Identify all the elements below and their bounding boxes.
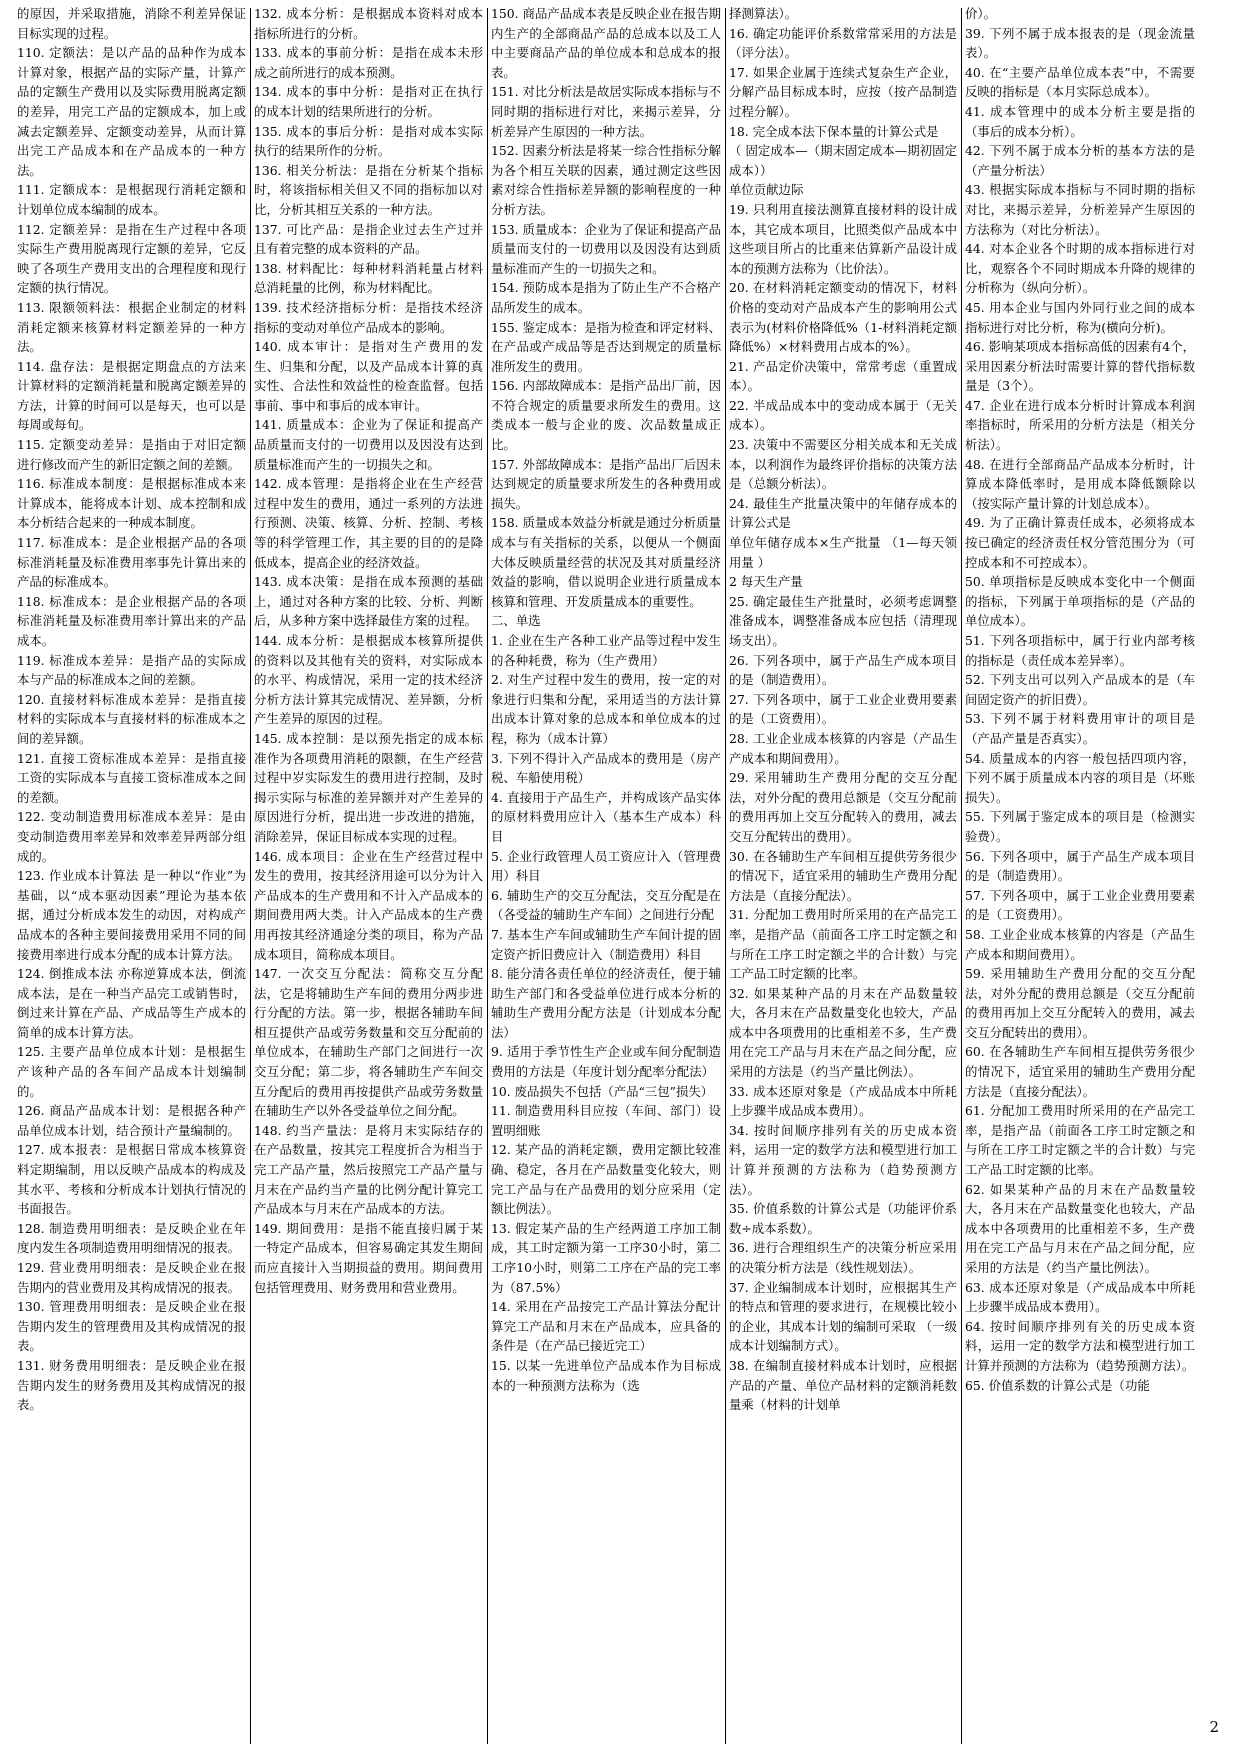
paragraph: 19. 只利用直接法测算直接材料的设计成本，其它成本项目，比照类似产品成本中这些项目所占的比重来估算新产品设计成本的预测方法称为（比价法）。: [729, 201, 957, 276]
paragraph: 128. 制造费用明细表：是反映企业在年度内发生各项制造费用明细情况的报表。: [17, 1220, 246, 1256]
paragraph: 价）。: [965, 6, 996, 21]
column-divider: [487, 8, 488, 1744]
paragraph: 134. 成本的事中分析：是指对正在执行的成本计划的结果所进行的分析。: [254, 84, 483, 119]
paragraph: 12. 某产品的消耗定额，费用定额比较准确、稳定，各月在产品数量变化较大，则完工产品与在产品费用的划分应采用（定额比例法）。: [491, 1142, 721, 1217]
paragraph: 39. 下列不属于成本报表的是（现金流量表）。: [965, 25, 1195, 61]
paragraph: 44. 对本企业各个时期的成本指标进行对比，观察各个不同时期成本升降的规律的分析称为（纵向分析）。: [965, 241, 1195, 296]
paragraph: 113. 限额领料法：根据企业制定的材料消耗定额来核算材料定额差异的一种方法。: [17, 299, 246, 355]
paragraph: 38. 在编制直接材料成本计划时，应根据产品的产量、单位产品材料的定额消耗数量乘（材料的计划单: [729, 1357, 957, 1413]
paragraph: 142. 成本管理：是指将企业在生产经营过程中发生的费用，通过一系列的方法进行预测、决策、核算、分析、控制、考核等的科学管理工作，其主要的目的的是降低成本，提高企业的经济效益。: [254, 476, 483, 570]
paragraph: 129. 营业费用明细表：是反映企业在报告期内的营业费用及其构成情况的报表。: [17, 1260, 246, 1295]
paragraph: 20. 在材料消耗定额变动的情况下，材料价格的变动对产品成本产生的影响用公式表示为(材料价格降低%（1-材料消耗定额降低%）×材料费用占成本的%）。: [729, 280, 957, 355]
paragraph: 149. 期间费用：是指不能直接归属于某一特定产品成本，但容易确定其发生期间而应直接计入当期损益的费用。期间费用包括管理费用、财务费用和营业费用。: [254, 1220, 483, 1295]
paragraph: 18. 完全成本法下保本量的计算公式是: [729, 123, 939, 139]
paragraph: 63. 成本还原对象是（产成品成本中所耗上步骤半成品成本费用）。: [965, 1279, 1195, 1315]
paragraph: 14. 采用在产品按完工产品计算法分配计算完工产品和月末在产品成本，应具备的条件是（在产品已接近完工）: [491, 1299, 721, 1354]
paragraph: 11. 制造费用科目应按（车间、部门）设置明细账: [491, 1103, 721, 1138]
paragraph: 153. 质量成本：企业为了保证和提高产品质量而支付的一切费用以及因没有达到质量标准而产生的一切损失之和。: [491, 221, 721, 276]
paragraph: 29. 采用辅助生产费用分配的交互分配法，对外分配的费用总额是（交互分配前的费用再加上交互分配转入的费用，减去交互分配转出的费用）。: [729, 770, 957, 844]
paragraph: 48. 在进行全部商品产品成本分析时，计算成本降低率时，是用成本降低额除以（按实际产量计算的计划总成本）。: [965, 456, 1195, 511]
text-column-4: [729, 4, 957, 1744]
paragraph: 31. 分配加工费用时所采用的在产品完工率，是指产品（前面各工序工时定额之和与所在工序工时定额之半的合计数）与完工产品工时定额的比率。: [729, 907, 957, 982]
paragraph: 144. 成本分析：是根据成本核算所提供的资料以及其他有关的资料，对实际成本的水平、构成情况，采用一定的技术经济分析方法计算其完成情况、差异额，分析产生差异的原因的过程。: [254, 633, 483, 727]
paragraph: 140. 成本审计：是指对生产费用的发生、归集和分配，以及产品成本计算的真实性、合法性和效益性的检查监督。包括事前、事中和事后的成本审计。: [254, 339, 483, 413]
column-divider: [961, 8, 962, 1744]
paragraph: 2 每天生产量: [729, 574, 803, 590]
column-divider: [250, 8, 251, 1744]
paragraph: 138. 材料配比：每种材料消耗量占材料总消耗量的比例，称为材料配比。: [254, 260, 483, 296]
paragraph: 157. 外部故障成本：是指产品出厂后因未达到规定的质量要求所发生的各种费用或损失。: [491, 456, 721, 511]
paragraph: 147. 一次交互分配法：简称交互分配法，它是将辅助生产车间的费用分两步进行分配的方法。第一步，根据各辅助车间相互提供产品或劳务数量和交互分配前的单位成本，在辅助生产部门之间进行一次交互分配；第二步，将各辅助生产车间交互分配后的费用再按提供产品或劳务数量在辅助生产以外各受益单位之间分配。: [254, 966, 483, 1119]
paragraph: 24. 最佳生产批量决策中的年储存成本的计算公式是: [729, 495, 957, 531]
paragraph: 13. 假定某产品的生产经两道工序加工制成，其工时定额为第一工序30小时，第二工序10小时，则第二工序在产品的完工率为（87.5%）: [491, 1220, 721, 1295]
paragraph: 47. 企业在进行成本分析时计算成本利润率指标时，所采用的分析方法是（相关分析法）。: [965, 397, 1195, 453]
paragraph: 40. 在“主要产品单位成本表”中，不需要反映的指标是（本月实际总成本）。: [965, 64, 1195, 100]
paragraph: 119. 标准成本差异：是指产品的实际成本与产品的标准成本之间的差额。: [17, 652, 246, 688]
paragraph: 45. 用本企业与国内外同行业之间的成本指标进行对比分析，称为(横向分析)。: [965, 299, 1195, 335]
paragraph: 42. 下列不属于成本分析的基本方法的是（产量分析法）: [965, 143, 1195, 178]
paragraph: 单位年储存成本×生产批量 （1—每天领用量 ）: [729, 535, 957, 570]
paragraph: 61. 分配加工费用时所采用的在产品完工率，是指产品（前面各工序工时定额之和与所在工序工时定额之半的合计数）与完工产品工时定额的比率。: [965, 1103, 1195, 1178]
paragraph: 51. 下列各项指标中，属于行业内部考核的指标是（责任成本差异率）。: [965, 633, 1195, 668]
paragraph: 25. 确定最佳生产批量时，必须考虑调整准备成本，调整准备成本应包括（清理现场支出）。: [729, 593, 957, 648]
paragraph: 择测算法）。: [729, 6, 798, 21]
text-column-1: [17, 4, 246, 1744]
paragraph: 135. 成本的事后分析：是指对成本实际执行的结果所作的分析。: [254, 123, 483, 159]
paragraph: 156. 内部故障成本：是指产品出厂前，因不符合规定的质量要求所发生的费用。这类成本一般与企业的废、次品数量成正比。: [491, 378, 721, 453]
paragraph: 127. 成本报表：是根据日常成本核算资料定期编制，用以反映产品成本的构成及其水平、考核和分析成本计划执行情况的书面报告。: [17, 1142, 246, 1217]
paragraph: 41. 成本管理中的成本分析主要是指的（事后的成本分析）。: [965, 103, 1195, 139]
paragraph: 141. 质量成本：企业为了保证和提高产品质量而支付的一切费用以及因没有达到质量标准而产生的一切损失之和。: [254, 417, 483, 472]
paragraph: 126. 商品产品成本计划：是根据各种产品单位成本计划，结合预计产量编制的。: [17, 1103, 246, 1138]
paragraph: 53. 下列不属于材料费用审计的项目是（产品产量是否真实）。: [965, 711, 1195, 746]
paragraph: 34. 按时间顺序排列有关的历史成本资料，运用一定的数学方法和模型进行加工计算并预测的方法称为（趋势预测方法）。: [729, 1122, 957, 1197]
text-column-3: [491, 4, 721, 1744]
paragraph: 110. 定额法：是以产品的品种作为成本计算对象，根据产品的实际产量，计算产品的定额生产费用以及实际费用脱离定额的差异，用完工产品的定额成本，加上或减去定额差异、定额变动差异，从而计算出完工产品成本和在产品成本的一种方法。: [17, 45, 246, 178]
text-column-5: [965, 4, 1195, 1744]
paragraph: 54. 质量成本的内容一般包括四项内容，下列不属于质量成本内容的项目是（坏账损失）。: [965, 750, 1195, 805]
paragraph: 2. 对生产过程中发生的费用，按一定的对象进行归集和分配，采用适当的方法计算出成本计算对象的总成本和单位成本的过程，称为（成本计算）: [491, 672, 721, 746]
paragraph: 111. 定额成本：是根据现行消耗定额和计划单位成本编制的成本。: [17, 182, 246, 217]
paragraph: 56. 下列各项中，属于产品生产成本项目的是（制造费用）。: [965, 848, 1195, 884]
paragraph: 的原因，并采取措施，消除不利差异保证目标实现的过程。: [17, 6, 246, 41]
document-page: [17, 4, 1229, 1744]
paragraph: （ 固定成本—（期末固定成本—期初固定成本））: [729, 143, 957, 178]
paragraph: 28. 工业企业成本核算的内容是（产品生产成本和期间费用）。: [729, 730, 957, 766]
paragraph: 26. 下列各项中，属于产品生产成本项目的是（制造费用）。: [729, 652, 957, 688]
paragraph: 59. 采用辅助生产费用分配的交互分配法，对外分配的费用总额是（交互分配前的费用再加上交互分配转入的费用，减去交互分配转出的费用）。: [965, 966, 1195, 1040]
paragraph: 5. 企业行政管理人员工资应计入（管理费用）科目: [491, 848, 721, 884]
paragraph: 123. 作业成本计算法 是一种以“作业”为基础，以“成本驱动因素”理论为基本依据，通过分析成本发生的动因，对构成产品成本的各种主要间接费用采用不同的间接费用率进行成本分配的成本计算方法。: [17, 868, 246, 962]
paragraph: 64. 按时间顺序排列有关的历史成本资料，运用一定的数学方法和模型进行加工计算并预测的方法称为（趋势预测方法）。: [965, 1318, 1195, 1373]
paragraph: 7. 基本生产车间或辅助生产车间计提的固定资产折旧费应计入（制造费用）科目: [491, 926, 721, 962]
paragraph: 50. 单项指标是反映成本变化中一个侧面的指标，下列属于单项指标的是（产品的单位成本）。: [965, 574, 1195, 629]
paragraph: 143. 成本决策：是指在成本预测的基础上，通过对各种方案的比较、分析、判断后，从多种方案中选择最佳方案的过程。: [254, 574, 483, 629]
text-column-2: [254, 4, 483, 1744]
paragraph: 32. 如果某种产品的月末在产品数量较大，各月末在产品数量变化也较大，产品成本中各项费用的比重相差不多，生产费用在完工产品与月末在产品之间分配，应采用的方法是（约当产量比例法）。: [729, 985, 957, 1080]
paragraph: 131. 财务费用明细表：是反映企业在报告期内发生的财务费用及其构成情况的报表。: [17, 1357, 246, 1413]
paragraph: 21. 产品定价决策中，常常考虑（重置成本）。: [729, 358, 957, 394]
paragraph: 117. 标准成本：是企业根据产品的各项标准消耗量及标准费用率事先计算出来的产品的标准成本。: [17, 535, 246, 590]
paragraph: 139. 技术经济指标分析：是指技术经济指标的变动对单位产品成本的影响。: [254, 299, 483, 335]
paragraph: 8. 能分清各责任单位的经济责任，便于辅助生产部门和各受益单位进行成本分析的辅助生产费用分配方法是（计划成本分配法）: [491, 966, 721, 1040]
paragraph: 49. 为了正确计算责任成本，必须将成本按已确定的经济责任权分管范围分为（可控成本和不可控成本）。: [965, 515, 1195, 570]
paragraph: 9. 适用于季节性生产企业或车间分配制造费用的方法是（年度计划分配率分配法）: [491, 1044, 721, 1080]
paragraph: 35. 价值系数的计算公式是（功能评价系数÷成本系数）。: [729, 1201, 957, 1236]
paragraph: 122. 变动制造费用标准成本差异：是由变动制造费用率差异和效率差异两部分组成的。: [17, 809, 246, 864]
paragraph: 16. 确定功能评价系数常常采用的方法是（评分法）。: [729, 25, 957, 61]
paragraph: 136. 相关分析法：是指在分析某个指标时，将该指标相关但又不同的指标加以对比，分析其相互关系的一种方法。: [254, 162, 483, 217]
paragraph: 158. 质量成本效益分析就是通过分析质量成本与有关指标的关系，以便从一个侧面大体反映质量经营的状况及其对质量经济效益的影响，借以说明企业进行质量成本核算和管理、开发质量成本的重要性。: [491, 515, 721, 609]
paragraph: 22. 半成品成本中的变动成本属于（无关成本）。: [729, 397, 957, 433]
paragraph: 118. 标准成本：是企业根据产品的各项标准消耗量及标准费用率计算出来的产品成本。: [17, 593, 246, 648]
paragraph: 36. 进行合理组织生产的决策分析应采用的决策分析方法是（线性规划法）。: [729, 1240, 957, 1275]
paragraph: 4. 直接用于产品生产，并构成该产品实体的原材料费用应计入（基本生产成本）科目: [491, 789, 721, 844]
paragraph: 130. 管理费用明细表：是反映企业在报告期内发生的管理费用及其构成情况的报表。: [17, 1299, 246, 1354]
column-divider: [725, 8, 726, 1744]
paragraph: 23. 决策中不需要区分相关成本和无关成本，以利润作为最终评价指标的决策方法是（总额分析法）。: [729, 437, 957, 492]
paragraph: 152. 因素分析法是将某一综合性指标分解为各个相互关联的因素，通过测定这些因素对综合性指标差异额的影响程度的一种分析方法。: [491, 143, 721, 217]
paragraph: 30. 在各辅助生产车间相互提供劳务很少的情况下，适宜采用的辅助生产费用分配方法是（直接分配法）。: [729, 848, 957, 903]
paragraph: 58. 工业企业成本核算的内容是（产品生产成本和期间费用）。: [965, 926, 1195, 962]
paragraph: 27. 下列各项中，属于工业企业费用要素的是（工资费用）。: [729, 691, 957, 727]
paragraph: 132. 成本分析：是根据成本资料对成本指标所进行的分析。: [254, 6, 483, 41]
paragraph: 116. 标准成本制度：是根据标准成本来计算成本，能将成本计划、成本控制和成本分析结合起来的一种成本制度。: [17, 476, 246, 531]
paragraph: 37. 企业编制成本计划时，应根据其生产的特点和管理的要求进行，在规模比较小的企业，其成本计划的编制可采取 （一级成本计划编制方式）。: [729, 1279, 957, 1354]
paragraph: 46. 影响某项成本指标高低的因素有4个，采用因素分析法时需要计算的替代指标数量是（3个）。: [965, 339, 1195, 394]
paragraph: 65. 价值系数的计算公式是（功能: [965, 1377, 1150, 1393]
paragraph: 62. 如果某种产品的月末在产品数量较大，各月末在产品数量变化也较大，产品成本中各项费用的比重相差不多，生产费用在完工产品与月末在产品之间分配，应采用的方法是（约当产量比例法）。: [965, 1181, 1195, 1275]
paragraph: 10. 废品损失不包括（产品“三包”损失）: [491, 1083, 714, 1099]
paragraph: 112. 定额差异：是指在生产过程中各项实际生产费用脱离现行定额的差异，它反映了各项生产费用支出的合理程度和现行定额的执行情况。: [17, 221, 246, 296]
paragraph: 150. 商品产品成本表是反映企业在报告期内生产的全部商品产品的总成本以及工人中主要商品产品的单位成本和总成本的报表。: [491, 6, 721, 80]
paragraph: 114. 盘存法：是根据定期盘点的方法来计算材料的定额消耗量和脱离定额差异的方法，计算的时间可以是每天，也可以是每周或每旬。: [17, 358, 246, 433]
paragraph: 124. 倒推成本法 亦称逆算成本法，倒流成本法，是在一种当产品完工或销售时，倒过来计算在产品、产成品等生产成本的简单的成本计算方法。: [17, 966, 246, 1040]
paragraph: 125. 主要产品单位成本计划：是根据生产该种产品的各车间产品成本计划编制的。: [17, 1044, 246, 1099]
paragraph: 121. 直接工资标准成本差异：是指直接工资的实际成本与直接工资标准成本之间的差额。: [17, 750, 246, 805]
paragraph: 1. 企业在生产各种工业产品等过程中发生的各种耗费，称为（生产费用）: [491, 633, 721, 668]
paragraph: 146. 成本项目：企业在生产经营过程中发生的费用，按其经济用途可以分为计入产品成本的生产费用和不计入产品成本的期间费用两大类。计入产品成本的生产费用再按其经济通途分类的项目，称为产品成本项目，简称成本项目。: [254, 848, 483, 962]
page-number: 2: [1209, 1718, 1219, 1736]
paragraph: 52. 下列支出可以列入产品成本的是（车间固定资产的折旧费）。: [965, 672, 1195, 707]
paragraph: 151. 对比分析法是故居实际成本指标与不同时期的指标进行对比，来揭示差异，分析差异产生原因的一种方法。: [491, 84, 721, 139]
paragraph: 17. 如果企业属于连续式复杂生产企业，分解产品目标成本时，应按（按产品制造过程分解）。: [729, 64, 957, 119]
paragraph: 55. 下列属于鉴定成本的项目是（检测实验费）。: [965, 809, 1195, 844]
paragraph: 6. 辅助生产的交互分配法，交互分配是在（各受益的辅助生产车间）之间进行分配: [491, 887, 721, 923]
paragraph: 57. 下列各项中，属于工业企业费用要素的是（工资费用）。: [965, 887, 1195, 923]
paragraph: 145. 成本控制：是以预先指定的成本标准作为各项费用消耗的限额，在生产经营过程中岁实际发生的费用进行控制，及时揭示实际与标准的差异额并对产生差异的原因进行分析，提出进一步改进的措施，消除差异，保证目标成本实现的过程。: [254, 730, 483, 844]
paragraph: 3. 下列不得计入产品成本的费用是（房产税、车船使用税）: [491, 750, 721, 786]
paragraph: 115. 定额变动差异：是指由于对旧定额进行修改而产生的新旧定额之间的差额。: [17, 437, 246, 472]
paragraph: 137. 可比产品：是指企业过去生产过并且有着完整的成本资料的产品。: [254, 221, 483, 257]
paragraph: 单位贡献边际: [729, 182, 804, 198]
paragraph: 15. 以某一先进单位产品成本作为目标成本的一种预测方法称为（选: [491, 1357, 721, 1393]
paragraph: 154. 预防成本是指为了防止生产不合格产品所发生的成本。: [491, 280, 721, 315]
paragraph: 33. 成本还原对象是（产成品成本中所耗上步骤半成品成本费用）。: [729, 1083, 957, 1119]
paragraph: 二、单选: [491, 613, 541, 629]
paragraph: 120. 直接材料标准成本差异：是指直接材料的实际成本与直接材料的标准成本之间的差异额。: [17, 691, 246, 746]
paragraph: 133. 成本的事前分析：是指在成本未形成之前所进行的成本预测。: [254, 45, 483, 80]
paragraph: 43. 根据实际成本指标与不同时期的指标对比，来揭示差异，分析差异产生原因的方法称为（对比分析法）。: [965, 182, 1195, 237]
paragraph: 60. 在各辅助生产车间相互提供劳务很少的情况下，适宜采用的辅助生产费用分配方法是（直接分配法）。: [965, 1044, 1195, 1099]
paragraph: 155. 鉴定成本：是指为检查和评定材料、在产品或产成品等是否达到规定的质量标准所发生的费用。: [491, 319, 721, 374]
paragraph: 148. 约当产量法：是将月末实际结存的在产品数量，按其完工程度折合为相当于完工产品产量，然后按照完工产品产量与月末在产品约当产量的比例分配计算完工产品成本与月末在产品成本的方法。: [254, 1122, 483, 1217]
